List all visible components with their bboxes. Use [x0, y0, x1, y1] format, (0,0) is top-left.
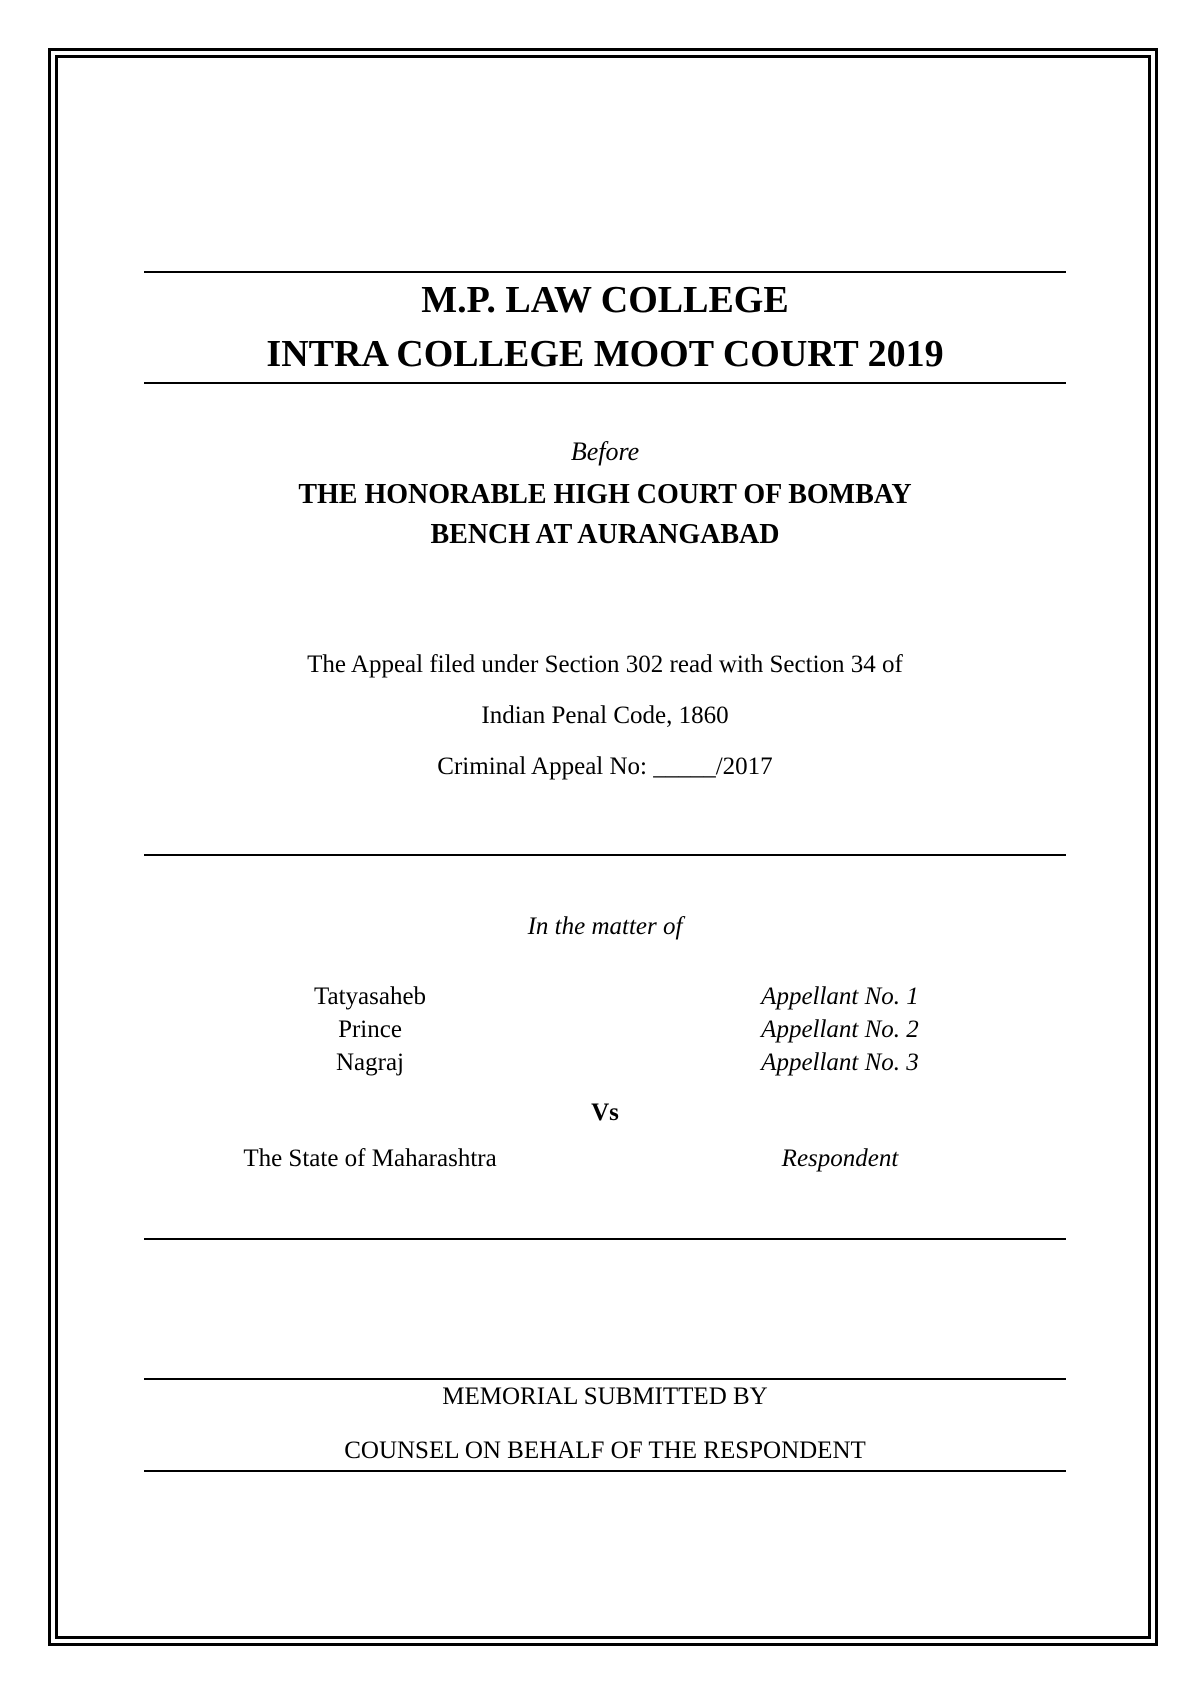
college-title: M.P. LAW COLLEGE	[421, 279, 789, 321]
title-rule-bottom	[144, 382, 1066, 384]
appellant-1-name: Tatyasaheb	[313, 983, 427, 1010]
moot-court-title: INTRA COLLEGE MOOT COURT 2019	[266, 333, 944, 375]
matter-rule-bottom	[144, 1238, 1066, 1240]
respondent-role: Respondent	[781, 1145, 899, 1172]
matter-heading: In the matter of	[527, 913, 683, 940]
appeal-code-line: Indian Penal Code, 1860	[481, 702, 729, 729]
matter-rule-top	[144, 854, 1066, 856]
appellant-3-role: Appellant No. 3	[761, 1049, 919, 1076]
appeal-number-line: Criminal Appeal No: _____/2017	[437, 753, 773, 780]
submission-rule-top	[144, 1378, 1066, 1380]
court-bench: BENCH AT AURANGABAD	[430, 519, 780, 550]
appellant-3-name: Nagraj	[335, 1049, 405, 1076]
appellant-1-role: Appellant No. 1	[761, 983, 919, 1010]
appellant-2-role: Appellant No. 2	[761, 1016, 919, 1043]
appellant-2-name: Prince	[338, 1016, 402, 1043]
versus-label: Vs	[591, 1099, 619, 1126]
submission-rule-bottom	[144, 1470, 1066, 1472]
memorial-submitted-line: MEMORIAL SUBMITTED BY	[442, 1383, 768, 1410]
respondent-name: The State of Maharashtra	[243, 1145, 497, 1172]
court-name: THE HONORABLE HIGH COURT OF BOMBAY	[298, 479, 912, 510]
appeal-section-line: The Appeal filed under Section 302 read with Section 34 of	[307, 651, 903, 678]
before-label: Before	[570, 437, 640, 466]
title-rule-top	[144, 271, 1066, 273]
counsel-line: COUNSEL ON BEHALF OF THE RESPONDENT	[344, 1437, 866, 1464]
